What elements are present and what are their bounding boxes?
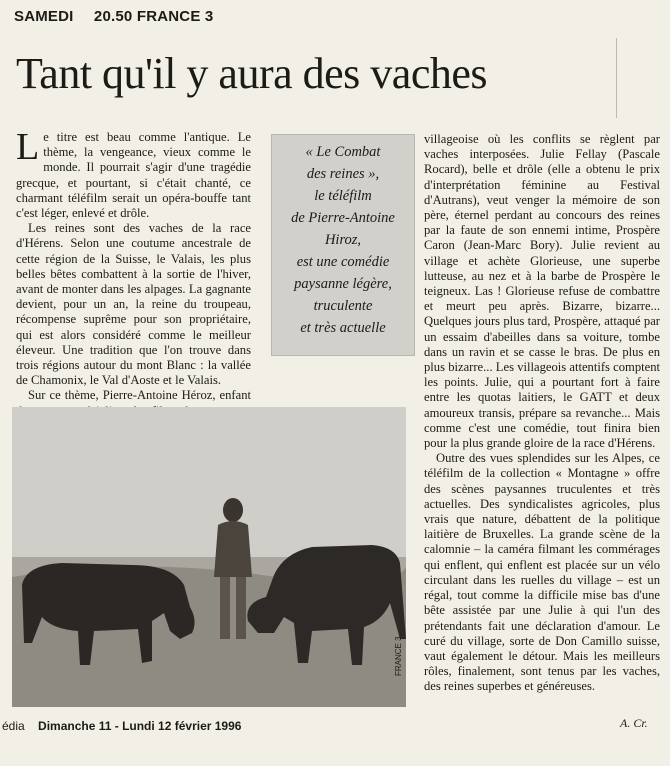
article-column-3 — [424, 132, 660, 695]
drop-cap: L — [16, 126, 40, 168]
article-column-1 — [16, 126, 251, 434]
author-initials: A. Cr. — [620, 716, 648, 730]
photo-illustration — [12, 407, 406, 707]
quote-line: paysanne légère, — [294, 276, 392, 292]
quote-line: « Le Combat — [305, 144, 381, 160]
pull-quote — [271, 134, 415, 356]
header-day: SAMEDI — [14, 8, 74, 25]
article-title: Tant qu'il y aura des vaches — [16, 49, 488, 98]
paragraph-3: Sur ce thème, Pierre-Antoine Héroz, enfant — [28, 388, 251, 403]
paragraph-5: Outre des vues splendides sur les Alpes, ce téléfilm de la collection « Montagne » offre des scènes paysannes truculentes et très actuelles. Des syndicalistes agricoles, plus vrais que nature, débattent de la politique laitière de Bruxelles. La grande scène de la calomnie – la caméra filmant les commérages qui enflent, qui enflent est placée sur un vélo circulant dans les ruelles du village – est un régal, tout comme la difficile mise bas d'une bête assistée par une Julie à qui l'un des prétendants fait une déclaration d'amour. Le curé du village, sorte de Don Camillo suisse, vaut également le détour. Mais les meilleurs rôles, finalement, sont tenus par les vaches, des reines superbes et généreuses. — [424, 451, 660, 694]
quote-line: Hiroz, — [324, 232, 362, 248]
paragraph-2: Les reines sont des vaches de la race d'Hérens. Selon une coutume ancestrale de cette région de la Suisse, le Valais, les plus belles bêtes combattent à la sortie de l'hiver, avant de monter dans les alpages. La gagnante devient, pour un an, la reine du troupeau, récompense suprême pour son propriétaire, qui est alors considéré comme le meilleur éleveur. Une tradition que l'on trouve dans trois régions autour du mont Blanc : la vallée de Chamonix, le Val d'Aoste et le Valais. — [16, 221, 251, 388]
quote-line: le téléfilm — [314, 188, 372, 204]
photo-credit: FRANCE 3 — [394, 636, 403, 676]
quote-line: est une comédie — [296, 254, 390, 270]
quote-line: et très actuelle — [300, 320, 386, 336]
quote-line: truculente — [313, 298, 373, 314]
quote-line: des reines », — [306, 166, 380, 182]
cows-photo — [12, 407, 406, 707]
paragraph-4: villageoise où les conflits se règlent par vaches interposées. Julie Fellay (Pascale Rocard), belle et drôle (elle a obtenu le prix d'interprétation féminine au Festival d'Autrans), veut venger la mémoire de son père, éternel perdant au concours des reines par la faute de son ennemi intime, Prospère Caron (Jean-Marc Bory). Julie revient au village et achète Glorieuse, une superbe lutteuse, au nez et à la barbe de Prospère le teigneux. Las ! Glorieuse refuse de combattre et meurt peu après. Bizarre, bizarre... Quelques jours plus tard, Prospère, attaqué par un essaim d'abeilles dans sa voiture, tombe dans un ravin et se casse le bras. De plus en plus bizarre... Les villageois attentifs comptent les points. Julie, qui a pourtant fort à faire entre les quotas laitiers, le GATT et deux amoureux transis, prépare sa revanche... Mais comme c'est une comédie, tout finira bien pour la plus grande gloire de la race d'Hérens. — [424, 132, 660, 451]
footer-source: édia — [2, 719, 25, 733]
paragraph-1-text: e titre est beau comme l'antique. Le thème, la vengeance, vieux comme le monde. Il pourrait s'agir d'une tragédie grecque, et pourtant, si c'était chanté, ce charmant téléfilm serait un opéra-bouffe tant c'est léger, enlevé et drôle. — [16, 130, 251, 221]
paragraph-1 — [16, 126, 251, 221]
footer-date: Dimanche 11 - Lundi 12 février 1996 — [38, 719, 242, 733]
quote-line: de Pierre-Antoine — [291, 210, 395, 226]
page-header — [14, 8, 213, 25]
page-footer — [2, 719, 241, 733]
adjacent-page-edge — [616, 38, 670, 118]
header-channel: 20.50 FRANCE 3 — [93, 8, 214, 25]
